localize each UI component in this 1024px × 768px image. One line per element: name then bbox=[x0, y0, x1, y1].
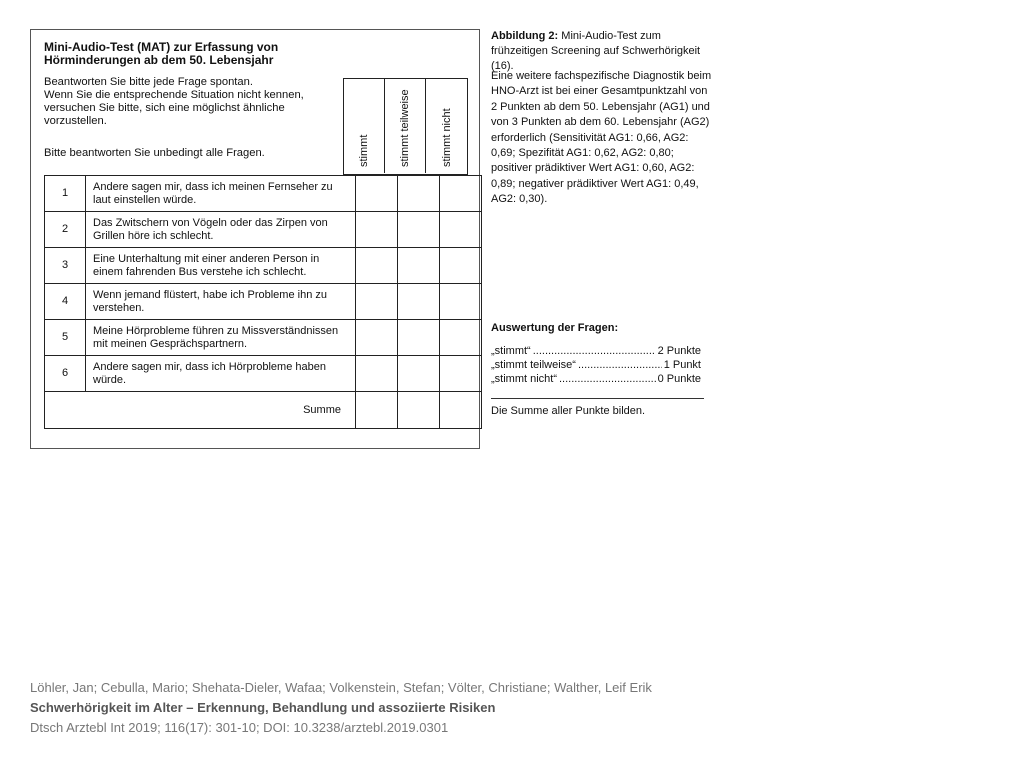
question-number: 3 bbox=[45, 248, 86, 284]
answer-column-headers bbox=[343, 78, 468, 175]
summe-box-stimmt-teilweise[interactable] bbox=[398, 392, 440, 429]
column-header-stimmt bbox=[344, 79, 385, 173]
question-row bbox=[45, 248, 482, 284]
column-header-label: stimmt bbox=[358, 134, 370, 167]
question-text: Eine Unterhaltung mit einer anderen Person in einem fahrenden Bus verstehe ich schlecht. bbox=[86, 248, 356, 284]
form-title: Mini-Audio-Test (MAT) zur Erfassung von Hörminderungen ab dem 50. Lebensjahr bbox=[44, 40, 279, 67]
question-text: Andere sagen mir, dass ich Hörprobleme haben würde. bbox=[86, 356, 356, 392]
question-number: 4 bbox=[45, 284, 86, 320]
question-row bbox=[45, 320, 482, 356]
question-text: Andere sagen mir, dass ich meinen Fernseher zu laut einstellen würde. bbox=[86, 176, 356, 212]
evaluation-label: „stimmt nicht“ bbox=[491, 373, 557, 385]
answer-box-stimmt[interactable] bbox=[356, 356, 398, 392]
answer-box-stimmt-nicht[interactable] bbox=[440, 248, 482, 284]
answer-box-stimmt[interactable] bbox=[356, 212, 398, 248]
summe-box-stimmt-nicht[interactable] bbox=[440, 392, 482, 429]
evaluation-label: „stimmt“ bbox=[491, 345, 531, 357]
question-row bbox=[45, 176, 482, 212]
answer-box-stimmt-teilweise[interactable] bbox=[398, 248, 440, 284]
question-number: 2 bbox=[45, 212, 86, 248]
question-row bbox=[45, 284, 482, 320]
answer-box-stimmt-nicht[interactable] bbox=[440, 284, 482, 320]
column-header-label: stimmt nicht bbox=[440, 108, 453, 167]
leader-dots bbox=[533, 344, 656, 358]
answer-box-stimmt-nicht[interactable] bbox=[440, 320, 482, 356]
column-header-stimmt-teilweise bbox=[385, 79, 426, 173]
question-number: 6 bbox=[45, 356, 86, 392]
instruction-line: versuchen Sie bitte, sich eine möglichst ähnliche bbox=[44, 102, 285, 114]
figure-label: Abbildung 2: bbox=[491, 30, 559, 42]
leader-dots bbox=[578, 358, 662, 372]
summe-label: Summe bbox=[45, 392, 356, 429]
answer-box-stimmt-nicht[interactable] bbox=[440, 176, 482, 212]
answer-box-stimmt-nicht[interactable] bbox=[440, 212, 482, 248]
answer-box-stimmt-teilweise[interactable] bbox=[398, 356, 440, 392]
evaluation-row bbox=[491, 372, 701, 386]
answer-box-stimmt[interactable] bbox=[356, 320, 398, 356]
mat-form bbox=[30, 29, 480, 449]
evaluation-sum-note: Die Summe aller Punkte bilden. bbox=[491, 405, 646, 417]
column-header-stimmt-nicht bbox=[426, 79, 467, 173]
answer-box-stimmt[interactable] bbox=[356, 248, 398, 284]
question-row bbox=[45, 356, 482, 392]
question-row bbox=[45, 212, 482, 248]
evaluation-label: „stimmt teilweise“ bbox=[491, 359, 576, 371]
form-instructions bbox=[44, 76, 344, 128]
question-text: Das Zwitschern von Vögeln oder das Zirpen von Grillen höre ich schlecht. bbox=[86, 212, 356, 248]
answer-box-stimmt-teilweise[interactable] bbox=[398, 176, 440, 212]
summe-box-stimmt[interactable] bbox=[356, 392, 398, 429]
citation-authors: Löhler, Jan; Cebulla, Mario; Shehata-Dieler, Wafaa; Volkenstein, Stefan; Völter, Christiane; Walther, Leif Erik bbox=[30, 680, 652, 695]
question-number: 5 bbox=[45, 320, 86, 356]
answer-box-stimmt[interactable] bbox=[356, 284, 398, 320]
instruction-line: Beantworten Sie bitte jede Frage spontan. bbox=[44, 76, 253, 88]
evaluation-title: Auswertung der Fragen: bbox=[491, 322, 619, 334]
leader-dots bbox=[559, 372, 656, 386]
column-header-label: stimmt teilweise bbox=[399, 89, 411, 167]
instruction-line: Wenn Sie die entsprechende Situation nicht kennen, bbox=[44, 89, 304, 101]
evaluation-points: 2 Punkte bbox=[657, 345, 701, 357]
citation-title: Schwerhörigkeit im Alter – Erkennung, Behandlung und assoziierte Risiken bbox=[30, 700, 496, 715]
summe-row bbox=[45, 392, 482, 429]
question-number: 1 bbox=[45, 176, 86, 212]
answer-box-stimmt-nicht[interactable] bbox=[440, 356, 482, 392]
citation-footer bbox=[30, 678, 652, 738]
instruction-line: vorzustellen. bbox=[44, 115, 107, 127]
citation-source: Dtsch Arztebl Int 2019; 116(17): 301-10; DOI: 10.3238/arztebl.2019.0301 bbox=[30, 720, 449, 735]
evaluation-row bbox=[491, 358, 701, 372]
figure-description: Eine weitere fachspezifische Diagnostik beim HNO-Arzt ist bei einer Gesamtpunktzahl von 2 Punkten ab dem 50. Lebensjahr (AG1) und von 3 Punkten ab dem 60. Lebensjahr (AG2) erforderlich (Sensitivität AG1: 0,66, AG2: 0,69; Spezifität AG1: 0,62, AG2: 0,80; positiver prädiktiver Wert AG1: 0,60, AG2: 0,89; negativer prädiktiver Wert AG1: 0,49, AG2: 0,30). bbox=[491, 70, 712, 206]
answer-box-stimmt-teilweise[interactable] bbox=[398, 212, 440, 248]
answer-box-stimmt-teilweise[interactable] bbox=[398, 284, 440, 320]
question-text: Meine Hörprobleme führen zu Missverständnissen mit meinen Gesprächspartnern. bbox=[86, 320, 356, 356]
figure-caption bbox=[491, 29, 716, 74]
answer-box-stimmt-teilweise[interactable] bbox=[398, 320, 440, 356]
figure-title: Mini-Audio-Test zum frühzeitigen Screening auf Schwerhörigkeit (16). bbox=[491, 30, 701, 72]
answer-box-stimmt[interactable] bbox=[356, 176, 398, 212]
question-text: Wenn jemand flüstert, habe ich Probleme ihn zu verstehen. bbox=[86, 284, 356, 320]
divider bbox=[491, 398, 704, 399]
form-note: Bitte beantworten Sie unbedingt alle Fragen. bbox=[44, 147, 265, 159]
evaluation-points: 1 Punkt bbox=[663, 359, 701, 371]
evaluation-row bbox=[491, 344, 701, 358]
evaluation-points: 0 Punkte bbox=[657, 373, 701, 385]
question-table bbox=[44, 175, 482, 429]
